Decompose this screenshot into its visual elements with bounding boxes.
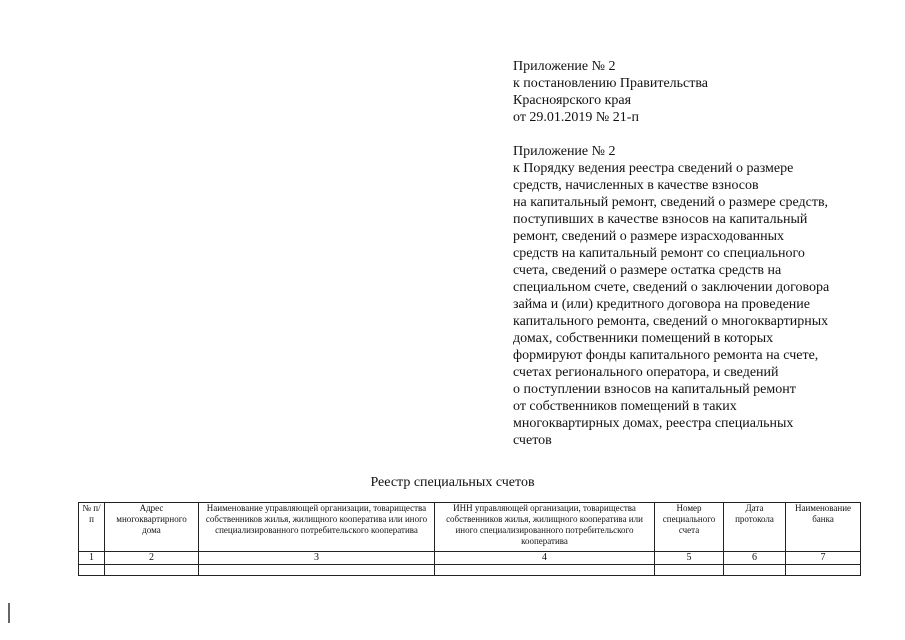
appendix-line: от собственников помещений в таких (513, 399, 737, 414)
appendix-title-2: Приложение № 2 (513, 144, 616, 159)
appendix-line: специальном счете, сведений о заключении договора (513, 280, 830, 295)
column-header-inn: ИНН управляющей организации, товарищества собственников жилья, жилищного кооператива или иного специализированного потребительского кооператива (435, 503, 655, 552)
appendix-line: многоквартирных домах, реестра специальных (513, 416, 794, 431)
registry-table (78, 502, 861, 576)
column-header-address: Адрес многоквартирного дома (105, 503, 199, 552)
appendix-line: от 29.01.2019 № 21-п (513, 110, 639, 125)
registry-title: Реестр специальных счетов (370, 475, 535, 490)
column-header-number: № п/п (79, 503, 105, 552)
appendix-line: счета, сведений о размере остатка средств на (513, 263, 782, 278)
appendix-line: средств, начисленных в качестве взносов (513, 178, 759, 193)
appendix-line: формируют фонды капитального ремонта на счете, (513, 348, 819, 363)
appendix-line: займа и (или) кредитного договора на проведение (513, 297, 810, 312)
appendix-line: Красноярского края (513, 93, 632, 108)
table-header-row (79, 503, 861, 552)
appendix-line: ремонт, сведений о размере израсходованных (513, 229, 785, 244)
column-number: 4 (435, 552, 655, 565)
column-header-account-number: Номер специального счета (655, 503, 724, 552)
appendix-header (513, 58, 883, 449)
table-cell (105, 565, 199, 576)
column-header-organization: Наименование управляющей организации, товарищества собственников жилья, жилищного кооператива или иного специализированного потребительского кооператива (199, 503, 435, 552)
appendix-line: к постановлению Правительства (513, 76, 709, 91)
appendix-line: счетов (513, 433, 552, 448)
appendix-line: домах, собственники помещений в которых (513, 331, 774, 346)
column-number: 6 (724, 552, 786, 565)
appendix-line: средств на капитальный ремонт со специального (513, 246, 805, 261)
table-cell (199, 565, 435, 576)
table-cell (655, 565, 724, 576)
column-header-protocol-date: Дата протокола (724, 503, 786, 552)
table-row (79, 565, 861, 576)
column-number: 5 (655, 552, 724, 565)
column-number: 2 (105, 552, 199, 565)
appendix-line: капитального ремонта, сведений о многоквартирных (513, 314, 829, 329)
column-number: 1 (79, 552, 105, 565)
appendix-line: поступивших в качестве взносов на капитальный (513, 212, 808, 227)
appendix-line: на капитальный ремонт, сведений о размере средств, (513, 195, 829, 210)
table-cell (724, 565, 786, 576)
column-number: 7 (786, 552, 861, 565)
appendix-line: счетах регионального оператора, и сведений (513, 365, 779, 380)
column-number: 3 (199, 552, 435, 565)
column-header-bank-name: Наименование банка (786, 503, 861, 552)
table-cell (786, 565, 861, 576)
appendix-title-1: Приложение № 2 (513, 59, 616, 74)
table-cell (435, 565, 655, 576)
table-cell (79, 565, 105, 576)
appendix-line: к Порядку ведения реестра сведений о размере (513, 161, 794, 176)
scan-margin-mark (8, 603, 10, 623)
column-number-row (79, 552, 861, 565)
appendix-line: о поступлении взносов на капитальный ремонт (513, 382, 796, 397)
